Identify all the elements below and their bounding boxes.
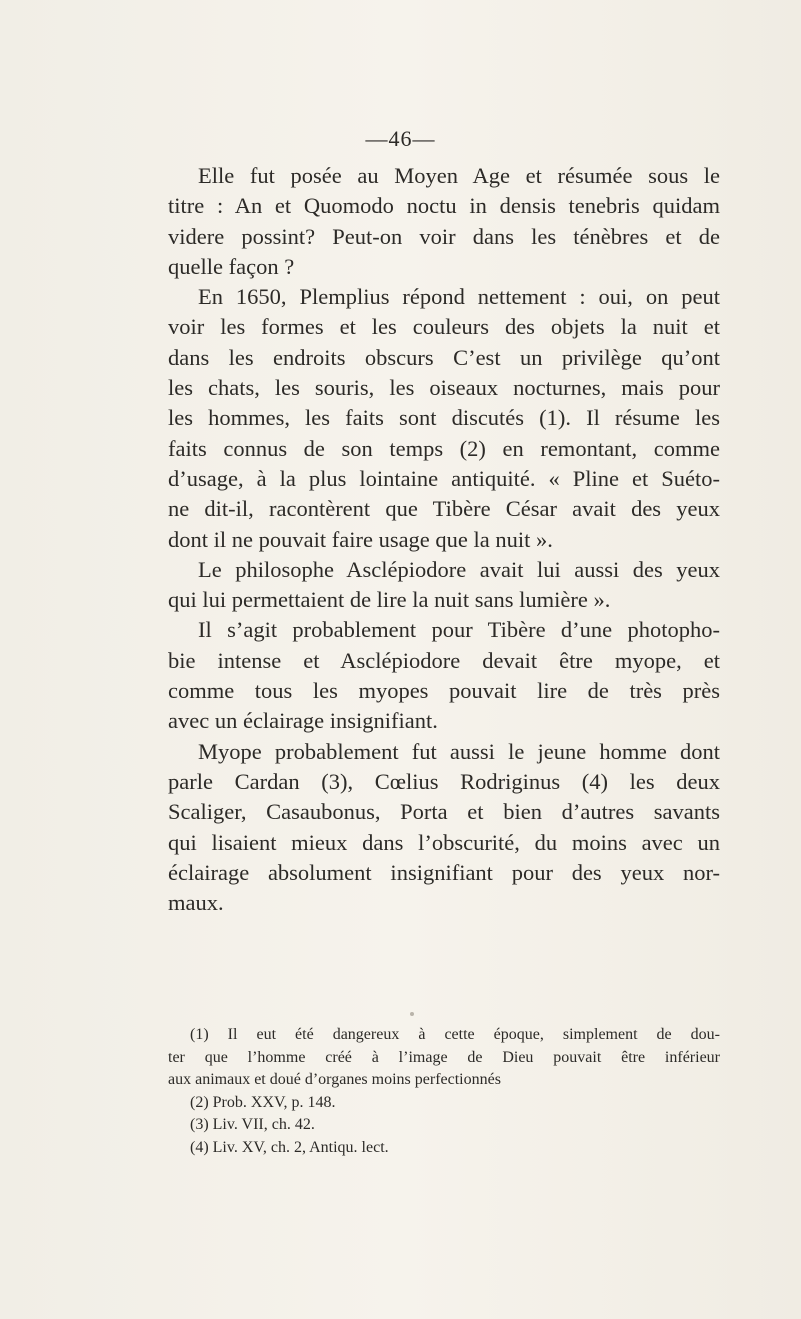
text-line: quelle façon ?: [168, 253, 295, 279]
ink-speck: [410, 1012, 414, 1016]
text-line: Il s’agit probablement pour Tibère d’une photopho-: [198, 617, 720, 643]
text-line: Le philosophe Asclépiodore avait lui aussi des yeux: [198, 556, 720, 582]
text-line: maux.: [168, 890, 224, 916]
text-line: [168, 191, 720, 221]
footnote-3: (3) Liv. VII, ch. 42.: [190, 1116, 315, 1133]
footnote-1-cont: aux animaux et doué d’organes moins perfectionnés: [168, 1071, 501, 1088]
body-text: [168, 161, 720, 918]
page-number: —46—: [365, 126, 436, 151]
text-line: éclairage absolument insignifiant pour des yeux nor-: [168, 859, 720, 885]
text-line: qui lisaient mieux dans l’obscurité, du moins avec un: [168, 829, 720, 855]
text-line: comme tous les myopes pouvait lire de très près: [168, 678, 720, 704]
text-line: les chats, les souris, les oiseaux nocturnes, mais pour: [168, 375, 720, 401]
text-line-content: titre : An et Quomodo noctu in densis tenebris quidam: [168, 193, 720, 219]
footnote-2: (2) Prob. XXV, p. 148.: [190, 1093, 336, 1111]
text-line: d’usage, à la plus lointaine antiquité. « Pline et Suéto-: [168, 465, 720, 491]
text-line: bie intense et Asclépiodore devait être myope, et: [168, 647, 720, 673]
text-line: ne dit-il, racontèrent que Tibère César avait des yeux: [168, 496, 720, 522]
text-line: faits connus de son temps (2) en remontant, comme: [168, 435, 720, 461]
text-line: En 1650, Plemplius répond nettement : oui, on peut: [198, 284, 720, 310]
text-line: Elle fut posée au Moyen Age et résumée sous le: [198, 163, 720, 188]
text-line: parle Cardan (3), Cœlius Rodriginus (4) les deux: [168, 768, 720, 794]
text-line: Scaliger, Casaubonus, Porta et bien d’autres savants: [168, 799, 720, 825]
text-line: voir les formes et les couleurs des objets la nuit et: [168, 314, 720, 340]
text-line: avec un éclairage insignifiant.: [168, 708, 438, 734]
text-line: dans les endroits obscurs C’est un privilège qu’ont: [168, 344, 720, 370]
text-line: dont il ne pouvait faire usage que la nuit ».: [168, 526, 553, 552]
text-line: videre possint? Peut-on voir dans les ténèbres et de: [168, 223, 720, 249]
footnote-4: (4) Liv. XV, ch. 2, Antiqu. lect.: [190, 1138, 389, 1156]
text-line: Myope probablement fut aussi le jeune homme dont: [198, 738, 720, 764]
footnote-1: (1) Il eut été dangereux à cette époque, simplement de dou-: [190, 1026, 720, 1043]
footnote-1-cont: ter que l’homme créé à l’image de Dieu pouvait être inférieur: [168, 1048, 720, 1066]
footnotes: [168, 1024, 720, 1159]
text-line: qui lui permettaient de lire la nuit sans lumière ».: [168, 587, 611, 613]
text-line: les hommes, les faits sont discutés (1). Il résume les: [168, 405, 720, 431]
